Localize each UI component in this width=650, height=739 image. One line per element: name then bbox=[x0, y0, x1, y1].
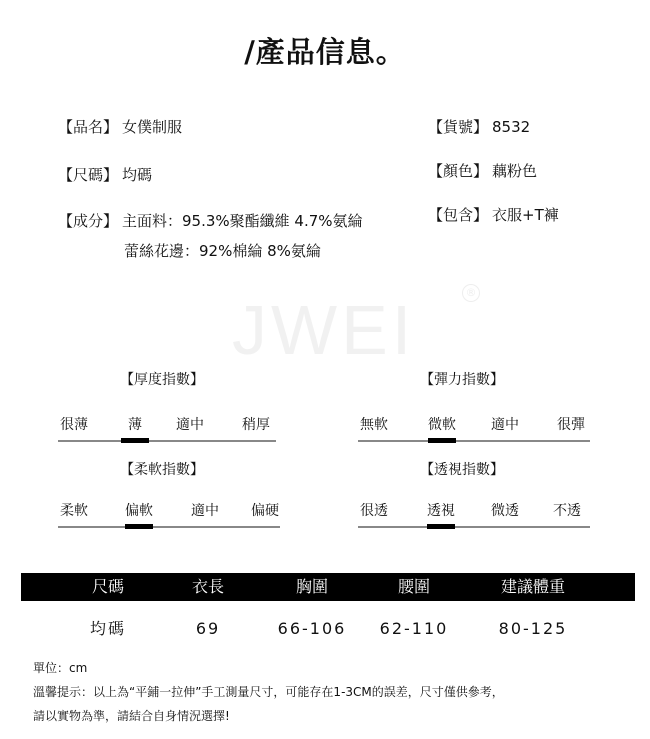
includes-row bbox=[428, 204, 559, 225]
scale-line bbox=[358, 440, 590, 442]
size-table-cell: 66-106 bbox=[277, 619, 347, 638]
material-row bbox=[58, 210, 363, 231]
softness-option: 柔軟 bbox=[60, 503, 88, 519]
softness-index-title: 【柔軟指數】 bbox=[120, 462, 204, 478]
thickness-option: 適中 bbox=[176, 417, 204, 433]
scale-line bbox=[358, 526, 590, 528]
size-value: 均碼 bbox=[122, 166, 153, 184]
elasticity-option: 無軟 bbox=[360, 417, 388, 433]
color-label: 【顏色】 bbox=[428, 162, 489, 180]
product-name-row bbox=[58, 116, 182, 137]
size-table-header-cell: 尺碼 bbox=[91, 577, 125, 596]
softness-selected-marker bbox=[125, 524, 153, 529]
registered-mark-icon: ® bbox=[462, 284, 480, 302]
thickness-selected-marker bbox=[121, 438, 149, 443]
size-table-cell: 均碼 bbox=[89, 619, 127, 638]
thickness-index-title: 【厚度指數】 bbox=[120, 372, 204, 388]
scale-line bbox=[58, 440, 276, 442]
size-table-header-cell: 胸圍 bbox=[295, 577, 329, 596]
size-table-cell: 80-125 bbox=[498, 619, 568, 638]
item-number-row bbox=[428, 116, 530, 137]
softness-scale bbox=[58, 500, 280, 530]
scale-line bbox=[58, 526, 280, 528]
color-value: 藕粉色 bbox=[492, 162, 538, 180]
transparency-selected-marker bbox=[427, 524, 455, 529]
elasticity-option: 適中 bbox=[491, 417, 519, 433]
size-table-header-cell: 衣長 bbox=[191, 577, 225, 596]
size-table-cell: 62-110 bbox=[379, 619, 449, 638]
includes-label: 【包含】 bbox=[428, 206, 489, 224]
item-number-label: 【貨號】 bbox=[428, 118, 489, 136]
size-table-row bbox=[21, 616, 635, 642]
brand-watermark: JWEI bbox=[232, 291, 416, 369]
material-label: 【成分】 bbox=[58, 212, 119, 230]
measurement-tip: 溫馨提示：以上為“平鋪一拉伸”手工測量尺寸，可能存在1-3CM的誤差，尺寸僅供參考， bbox=[33, 685, 504, 699]
transparency-scale bbox=[358, 500, 590, 530]
size-table-header bbox=[21, 573, 635, 601]
size-table-cell: 69 bbox=[195, 619, 221, 638]
transparency-index-title: 【透視指數】 bbox=[420, 462, 504, 478]
product-name-value: 女僕制服 bbox=[122, 118, 183, 136]
thickness-option: 薄 bbox=[128, 417, 142, 433]
thickness-option: 很薄 bbox=[60, 417, 88, 433]
unit-note: 單位：cm bbox=[33, 661, 88, 675]
elasticity-option: 很彈 bbox=[557, 417, 585, 433]
transparency-option: 不透 bbox=[553, 503, 581, 519]
softness-option: 偏軟 bbox=[125, 503, 153, 519]
includes-value: 衣服+T褲 bbox=[492, 206, 559, 224]
transparency-option: 很透 bbox=[360, 503, 388, 519]
size-table-header-cell: 腰圍 bbox=[397, 577, 431, 596]
item-number-value: 8532 bbox=[492, 118, 531, 136]
transparency-option: 透視 bbox=[427, 503, 455, 519]
transparency-option: 微透 bbox=[491, 503, 519, 519]
measurement-tip-2: 請以實物為準，請結合自身情況選擇! bbox=[33, 709, 230, 723]
color-row bbox=[428, 160, 537, 181]
softness-option: 偏硬 bbox=[251, 503, 279, 519]
size-row bbox=[58, 164, 152, 185]
elasticity-index-title: 【彈力指數】 bbox=[420, 372, 504, 388]
elasticity-scale bbox=[358, 414, 590, 444]
size-label: 【尺碼】 bbox=[58, 166, 119, 184]
product-name-label: 【品名】 bbox=[58, 118, 119, 136]
thickness-option: 稍厚 bbox=[242, 417, 270, 433]
thickness-scale bbox=[58, 414, 276, 444]
page-title: /產品信息。 bbox=[244, 35, 406, 69]
material-value: 主面料：95.3%聚酯纖維 4.7%氨綸 bbox=[122, 212, 363, 230]
size-table-header-cell: 建議體重 bbox=[500, 577, 566, 596]
elasticity-selected-marker bbox=[428, 438, 456, 443]
elasticity-option: 微軟 bbox=[428, 417, 456, 433]
material-value-2: 蕾絲花邊：92%棉綸 8%氨綸 bbox=[124, 242, 321, 260]
softness-option: 適中 bbox=[191, 503, 219, 519]
